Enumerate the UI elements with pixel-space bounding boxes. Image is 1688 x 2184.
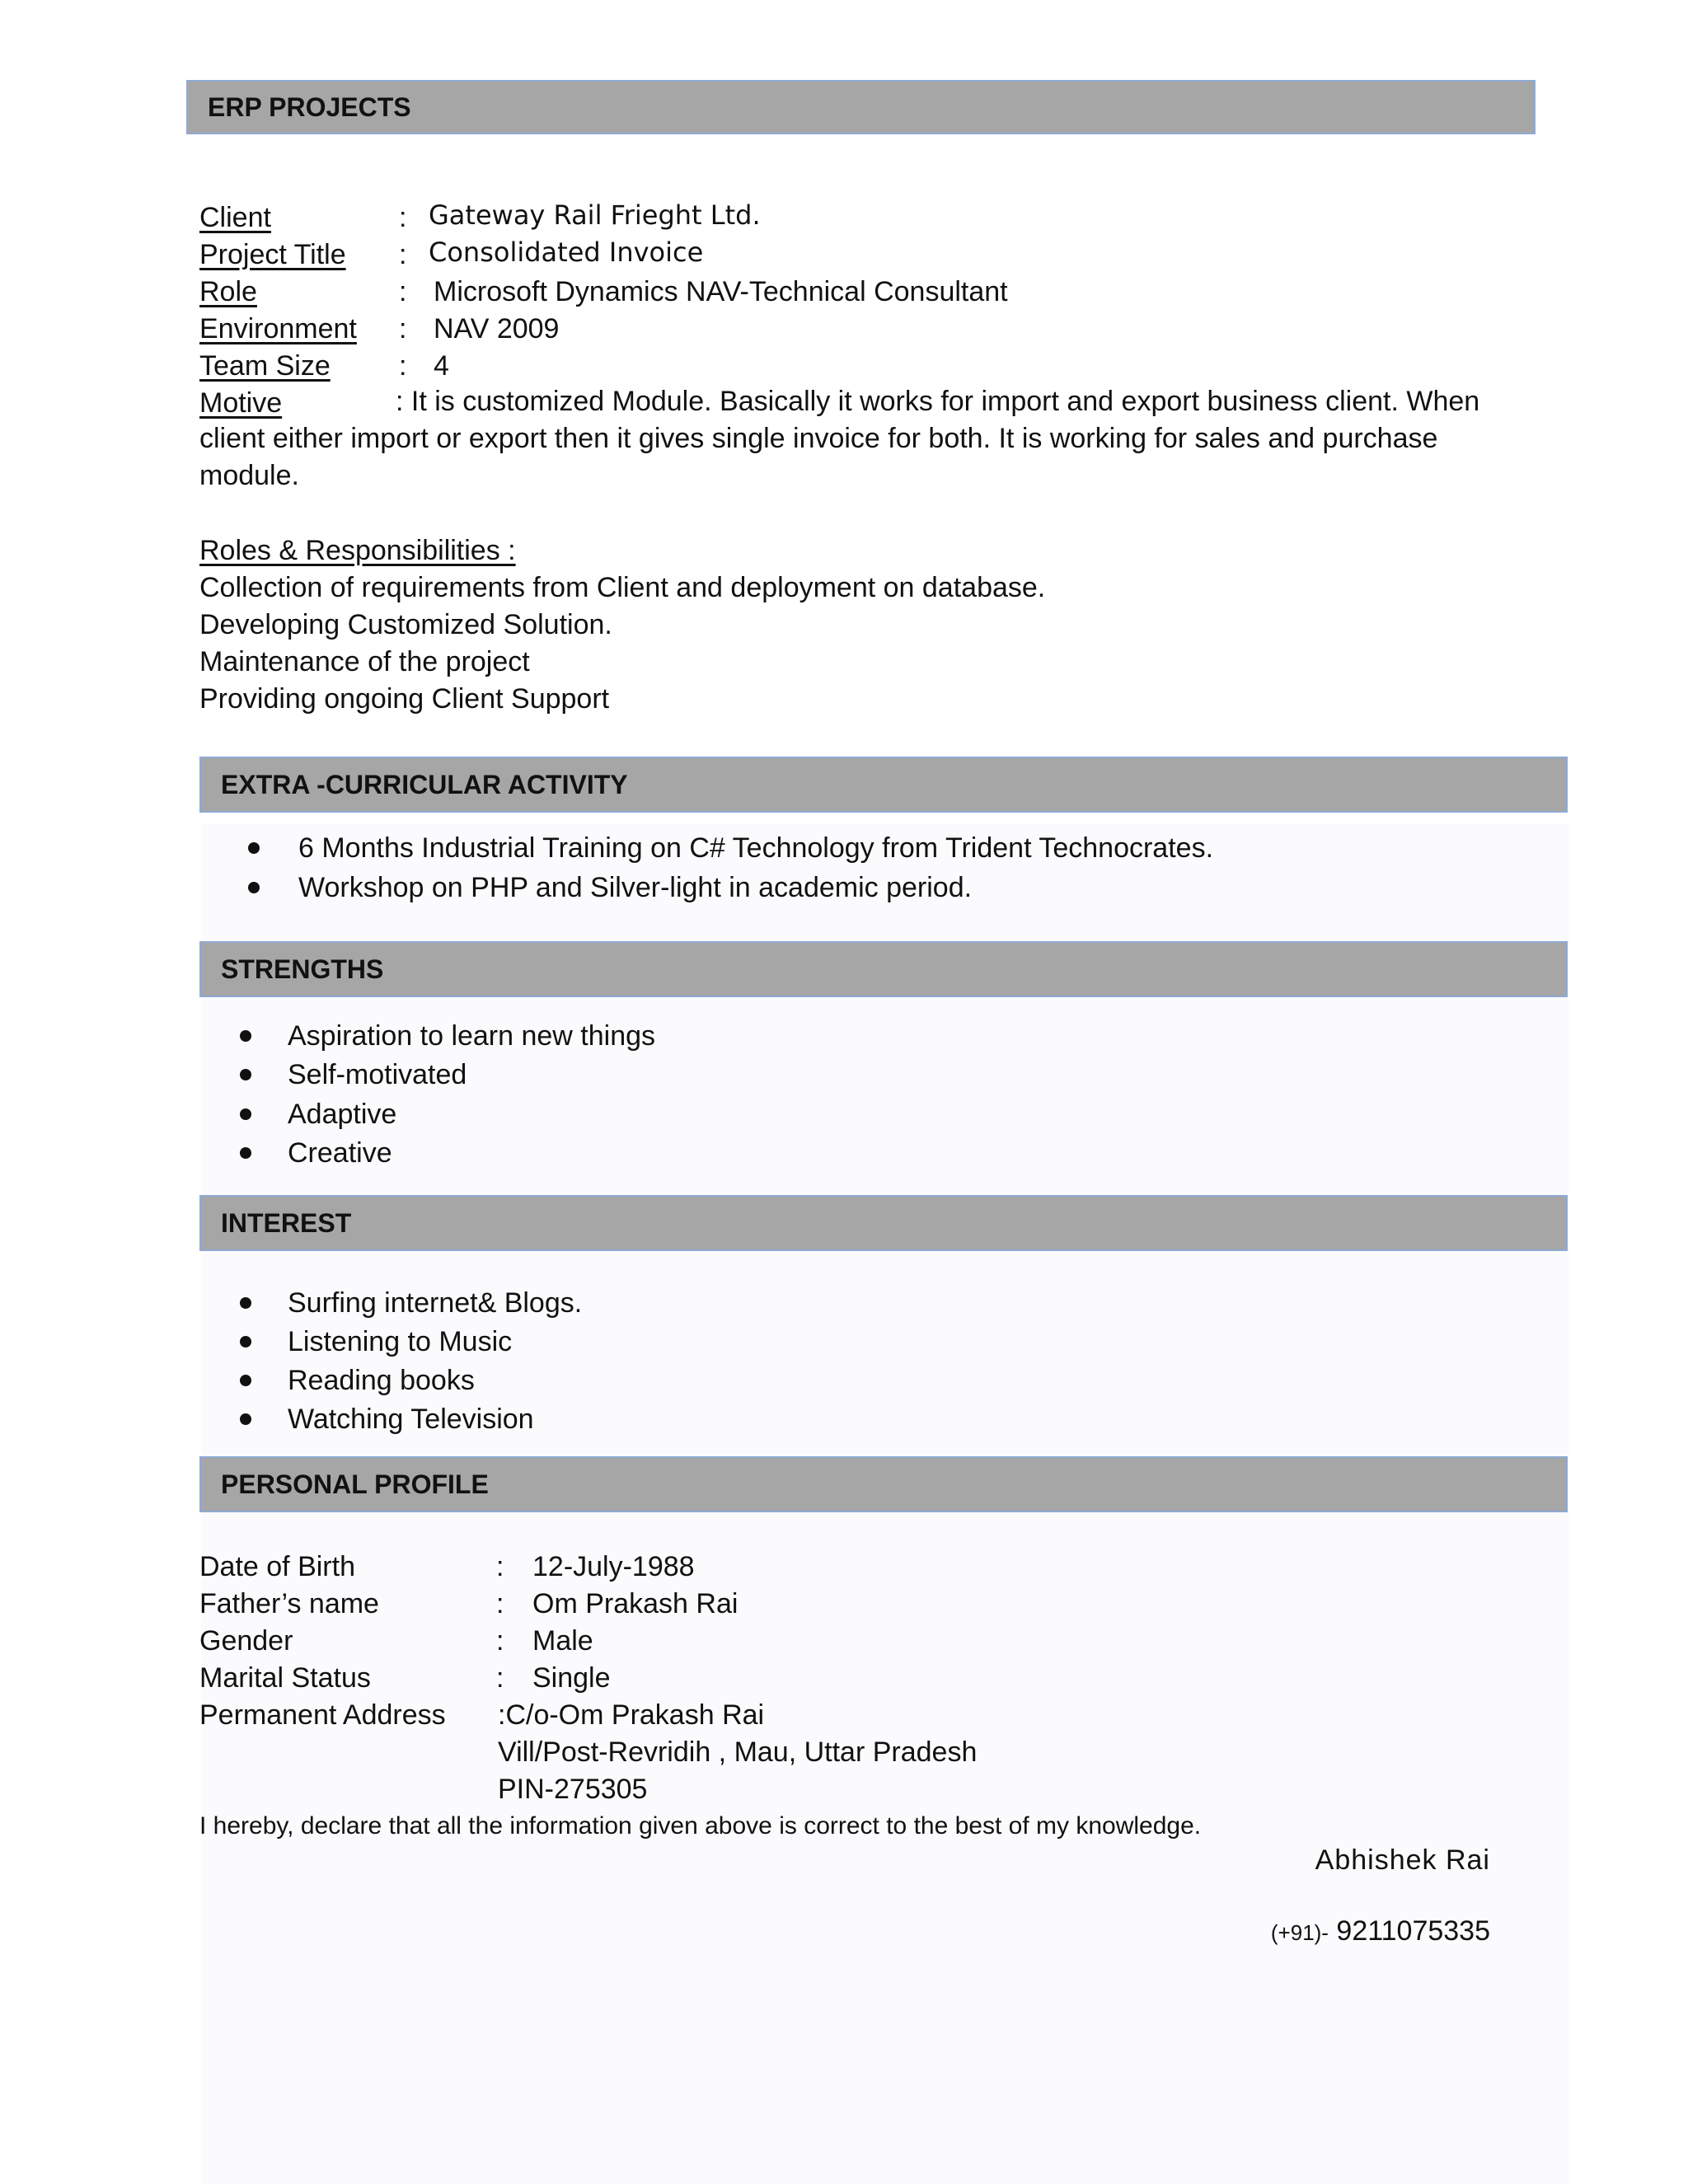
list-item: Reading books bbox=[288, 1365, 475, 1396]
field-separator: : bbox=[399, 202, 407, 233]
profile-label-dob: Date of Birth bbox=[199, 1551, 355, 1582]
field-separator: : bbox=[496, 1588, 504, 1619]
section-title: ERP PROJECTS bbox=[208, 91, 411, 122]
address-line: PIN-275305 bbox=[498, 1774, 648, 1805]
field-label-team-size: Team Size bbox=[199, 350, 331, 382]
phone-prefix: (+91)- bbox=[1270, 1920, 1329, 1945]
profile-label-father: Father’s name bbox=[199, 1588, 379, 1619]
field-separator: : bbox=[496, 1662, 504, 1694]
profile-value-dob: 12-July-1988 bbox=[532, 1551, 695, 1582]
list-item: Listening to Music bbox=[288, 1326, 513, 1357]
phone-number: 9211075335 bbox=[1336, 1915, 1490, 1947]
declaration-text: I hereby, declare that all the information given above is correct to the best of my knowledge. bbox=[199, 1812, 1202, 1840]
responsibility-item: Developing Customized Solution. bbox=[199, 609, 612, 640]
bullet-icon bbox=[240, 1413, 251, 1425]
section-header-personal-profile bbox=[199, 1456, 1568, 1512]
field-value-team-size: 4 bbox=[434, 350, 449, 382]
section-header-extra-curricular bbox=[199, 757, 1568, 813]
profile-label-gender: Gender bbox=[199, 1625, 293, 1657]
field-separator: : bbox=[399, 313, 407, 344]
field-label-client: Client bbox=[199, 202, 271, 233]
list-item: Adaptive bbox=[288, 1099, 397, 1130]
field-value-project-title: Consolidated Invoice bbox=[429, 237, 704, 268]
profile-label-marital: Marital Status bbox=[199, 1662, 371, 1694]
signature-name: Abhishek Rai bbox=[1315, 1844, 1490, 1876]
section-header-interest bbox=[199, 1195, 1568, 1251]
field-separator: : bbox=[399, 350, 407, 382]
field-label-motive: Motive bbox=[199, 387, 283, 419]
bullet-icon bbox=[240, 1108, 251, 1120]
list-item: Creative bbox=[288, 1137, 392, 1169]
section-title: INTEREST bbox=[221, 1207, 352, 1238]
bullet-icon bbox=[240, 1297, 251, 1309]
field-separator: : bbox=[496, 1625, 504, 1657]
responsibility-item: Maintenance of the project bbox=[199, 646, 530, 677]
bullet-icon bbox=[248, 842, 260, 854]
list-item: Workshop on PHP and Silver-light in academic period. bbox=[298, 872, 973, 903]
bullet-icon bbox=[240, 1147, 251, 1159]
profile-value-marital: Single bbox=[532, 1662, 611, 1694]
responsibility-item: Providing ongoing Client Support bbox=[199, 683, 610, 715]
phone-line bbox=[1271, 1917, 1490, 1945]
section-title: EXTRA -CURRICULAR ACTIVITY bbox=[221, 769, 628, 799]
address-line: Vill/Post-Revridih , Mau, Uttar Pradesh bbox=[498, 1736, 978, 1768]
field-value-client: Gateway Rail Frieght Ltd. bbox=[429, 199, 761, 231]
list-item: Self-motivated bbox=[288, 1059, 467, 1090]
bullet-icon bbox=[240, 1336, 251, 1347]
bullet-icon bbox=[248, 882, 260, 893]
field-separator: : bbox=[496, 1551, 504, 1582]
section-header-strengths bbox=[199, 941, 1568, 997]
list-item: Watching Television bbox=[288, 1404, 534, 1435]
profile-value-gender: Male bbox=[532, 1625, 593, 1657]
field-value-role: Microsoft Dynamics NAV-Technical Consultant bbox=[434, 276, 1008, 307]
field-label-environment: Environment bbox=[199, 313, 357, 344]
field-separator: : bbox=[399, 276, 407, 307]
field-label-project-title: Project Title bbox=[199, 239, 346, 270]
field-separator: : bbox=[399, 239, 407, 270]
bullet-icon bbox=[240, 1069, 251, 1080]
section-header-erp-projects bbox=[186, 80, 1536, 134]
field-value-environment: NAV 2009 bbox=[434, 313, 560, 344]
list-item: 6 Months Industrial Training on C# Technology from Trident Technocrates. bbox=[298, 832, 1214, 864]
profile-label-address: Permanent Address bbox=[199, 1699, 446, 1731]
profile-value-father: Om Prakash Rai bbox=[532, 1588, 738, 1619]
section-title: PERSONAL PROFILE bbox=[221, 1469, 489, 1499]
responsibility-item: Collection of requirements from Client and deployment on database. bbox=[199, 572, 1046, 603]
bullet-icon bbox=[240, 1030, 251, 1042]
bullet-icon bbox=[240, 1375, 251, 1386]
profile-value-address: :C/o-Om Prakash Rai bbox=[498, 1699, 765, 1731]
field-label-role: Role bbox=[199, 276, 257, 307]
motive-description: : It is customized Module. Basically it works for import and export business client. When client either import or export then it gives single invoice for both. It is working for sales and purchase module. bbox=[199, 386, 1480, 491]
section-title: STRENGTHS bbox=[221, 954, 384, 984]
roles-heading: Roles & Responsibilities : bbox=[199, 535, 516, 566]
list-item: Aspiration to learn new things bbox=[288, 1020, 656, 1052]
list-item: Surfing internet& Blogs. bbox=[288, 1287, 583, 1319]
